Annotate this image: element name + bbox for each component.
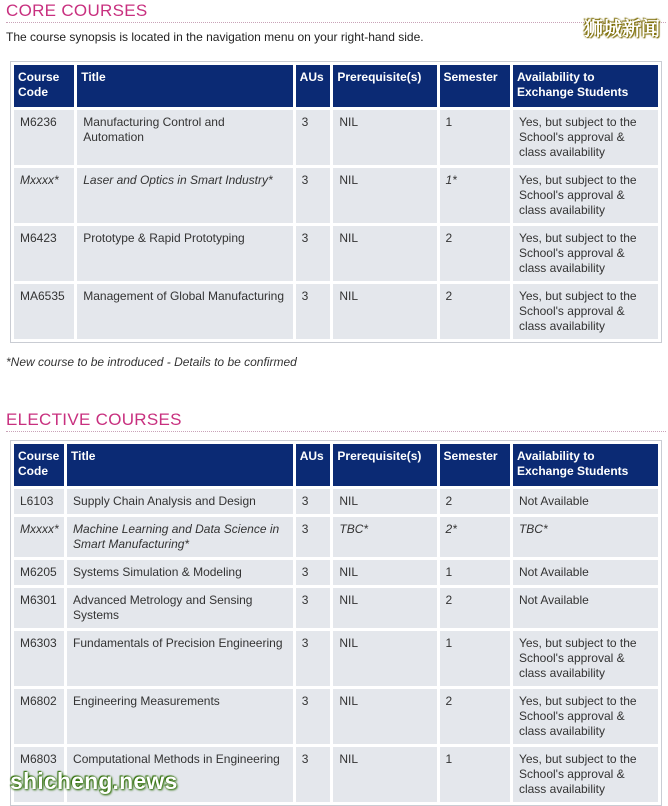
- course-semester: 1: [440, 631, 510, 686]
- course-aus: 3: [296, 489, 331, 514]
- core-courses-table: [10, 61, 662, 343]
- header-availability: Availability to Exchange Students: [513, 444, 658, 486]
- watermark-bottom: shicheng.news: [10, 768, 178, 794]
- course-aus: 3: [296, 517, 331, 557]
- course-code: M6423: [14, 226, 74, 281]
- course-semester: 2: [440, 588, 510, 628]
- elective-courses-table: [10, 440, 662, 806]
- course-code: MA6535: [14, 284, 74, 339]
- core-footnote: *New course to be introduced - Details to be confirmed: [6, 355, 297, 369]
- core-intro-text: The course synopsis is located in the navigation menu on your right-hand side.: [6, 30, 424, 44]
- table-row: [14, 284, 658, 339]
- table-header-row: [14, 65, 658, 107]
- course-code: Mxxxx*: [14, 168, 74, 223]
- course-aus: 3: [296, 631, 331, 686]
- table-row: [14, 226, 658, 281]
- course-aus: 3: [296, 588, 331, 628]
- course-prerequisites: NIL: [333, 226, 436, 281]
- course-availability: TBC*: [513, 517, 658, 557]
- table-row: [14, 489, 658, 514]
- header-prerequisites: Prerequisite(s): [333, 444, 436, 486]
- course-prerequisites: NIL: [333, 168, 436, 223]
- course-availability: Not Available: [513, 560, 658, 585]
- elective-title-rule: [6, 431, 666, 432]
- table-row: [14, 517, 658, 557]
- course-code: M6236: [14, 110, 74, 165]
- course-aus: 3: [296, 226, 331, 281]
- course-aus: 3: [296, 560, 331, 585]
- course-semester: 1: [440, 747, 510, 802]
- course-availability: Not Available: [513, 588, 658, 628]
- course-title: Laser and Optics in Smart Industry*: [77, 168, 292, 223]
- course-availability: Yes, but subject to the School's approval & class availability: [513, 631, 658, 686]
- course-availability: Yes, but subject to the School's approval & class availability: [513, 747, 658, 802]
- core-title-rule: [6, 22, 666, 23]
- table-row: [14, 560, 658, 585]
- course-availability: Yes, but subject to the School's approval & class availability: [513, 689, 658, 744]
- course-availability: Yes, but subject to the School's approval & class availability: [513, 284, 658, 339]
- course-title: Fundamentals of Precision Engineering: [67, 631, 293, 686]
- course-availability: Yes, but subject to the School's approval & class availability: [513, 168, 658, 223]
- elective-section-title: ELECTIVE COURSES: [6, 410, 182, 429]
- course-code: L6103: [14, 489, 64, 514]
- header-aus: AUs: [296, 444, 331, 486]
- course-code: M6303: [14, 631, 64, 686]
- header-aus: AUs: [296, 65, 331, 107]
- course-title: Management of Global Manufacturing: [77, 284, 292, 339]
- course-semester: 2: [440, 689, 510, 744]
- header-course-code: Course Code: [14, 65, 74, 107]
- course-prerequisites: NIL: [333, 284, 436, 339]
- course-title: Systems Simulation & Modeling: [67, 560, 293, 585]
- table-header-row: [14, 444, 658, 486]
- course-title: Supply Chain Analysis and Design: [67, 489, 293, 514]
- course-prerequisites: NIL: [333, 747, 436, 802]
- table-row: [14, 588, 658, 628]
- core-section-title: CORE COURSES: [6, 1, 148, 20]
- watermark-top: 狮城新闻: [583, 18, 660, 40]
- header-prerequisites: Prerequisite(s): [333, 65, 436, 107]
- course-title: Prototype & Rapid Prototyping: [77, 226, 292, 281]
- table-row: [14, 631, 658, 686]
- course-code: M6301: [14, 588, 64, 628]
- course-prerequisites: NIL: [333, 560, 436, 585]
- header-title: Title: [77, 65, 292, 107]
- table-row: [14, 110, 658, 165]
- header-title: Title: [67, 444, 293, 486]
- course-semester: 2: [440, 489, 510, 514]
- course-title: Engineering Measurements: [67, 689, 293, 744]
- course-prerequisites: NIL: [333, 631, 436, 686]
- course-title: Manufacturing Control and Automation: [77, 110, 292, 165]
- course-semester: 1*: [440, 168, 510, 223]
- course-aus: 3: [296, 747, 331, 802]
- header-availability: Availability to Exchange Students: [513, 65, 658, 107]
- course-availability: Yes, but subject to the School's approval & class availability: [513, 226, 658, 281]
- course-semester: 2*: [440, 517, 510, 557]
- course-prerequisites: NIL: [333, 489, 436, 514]
- course-prerequisites: TBC*: [333, 517, 436, 557]
- course-code: M6802: [14, 689, 64, 744]
- course-semester: 2: [440, 284, 510, 339]
- table-row: [14, 689, 658, 744]
- course-aus: 3: [296, 689, 331, 744]
- course-aus: 3: [296, 284, 331, 339]
- table-row: [14, 168, 658, 223]
- course-availability: Not Available: [513, 489, 658, 514]
- course-title: Computational Methods in Engineering: [67, 747, 293, 802]
- course-availability: Yes, but subject to the School's approval & class availability: [513, 110, 658, 165]
- course-code: M6803: [14, 747, 64, 802]
- course-prerequisites: NIL: [333, 110, 436, 165]
- course-prerequisites: NIL: [333, 588, 436, 628]
- course-prerequisites: NIL: [333, 689, 436, 744]
- course-semester: 1: [440, 560, 510, 585]
- course-title: Machine Learning and Data Science in Smart Manufacturing*: [67, 517, 293, 557]
- course-semester: 2: [440, 226, 510, 281]
- header-course-code: Course Code: [14, 444, 64, 486]
- header-semester: Semester: [440, 444, 510, 486]
- course-semester: 1: [440, 110, 510, 165]
- course-aus: 3: [296, 110, 331, 165]
- course-title: Advanced Metrology and Sensing Systems: [67, 588, 293, 628]
- course-code: M6205: [14, 560, 64, 585]
- course-code: Mxxxx*: [14, 517, 64, 557]
- course-aus: 3: [296, 168, 331, 223]
- header-semester: Semester: [440, 65, 510, 107]
